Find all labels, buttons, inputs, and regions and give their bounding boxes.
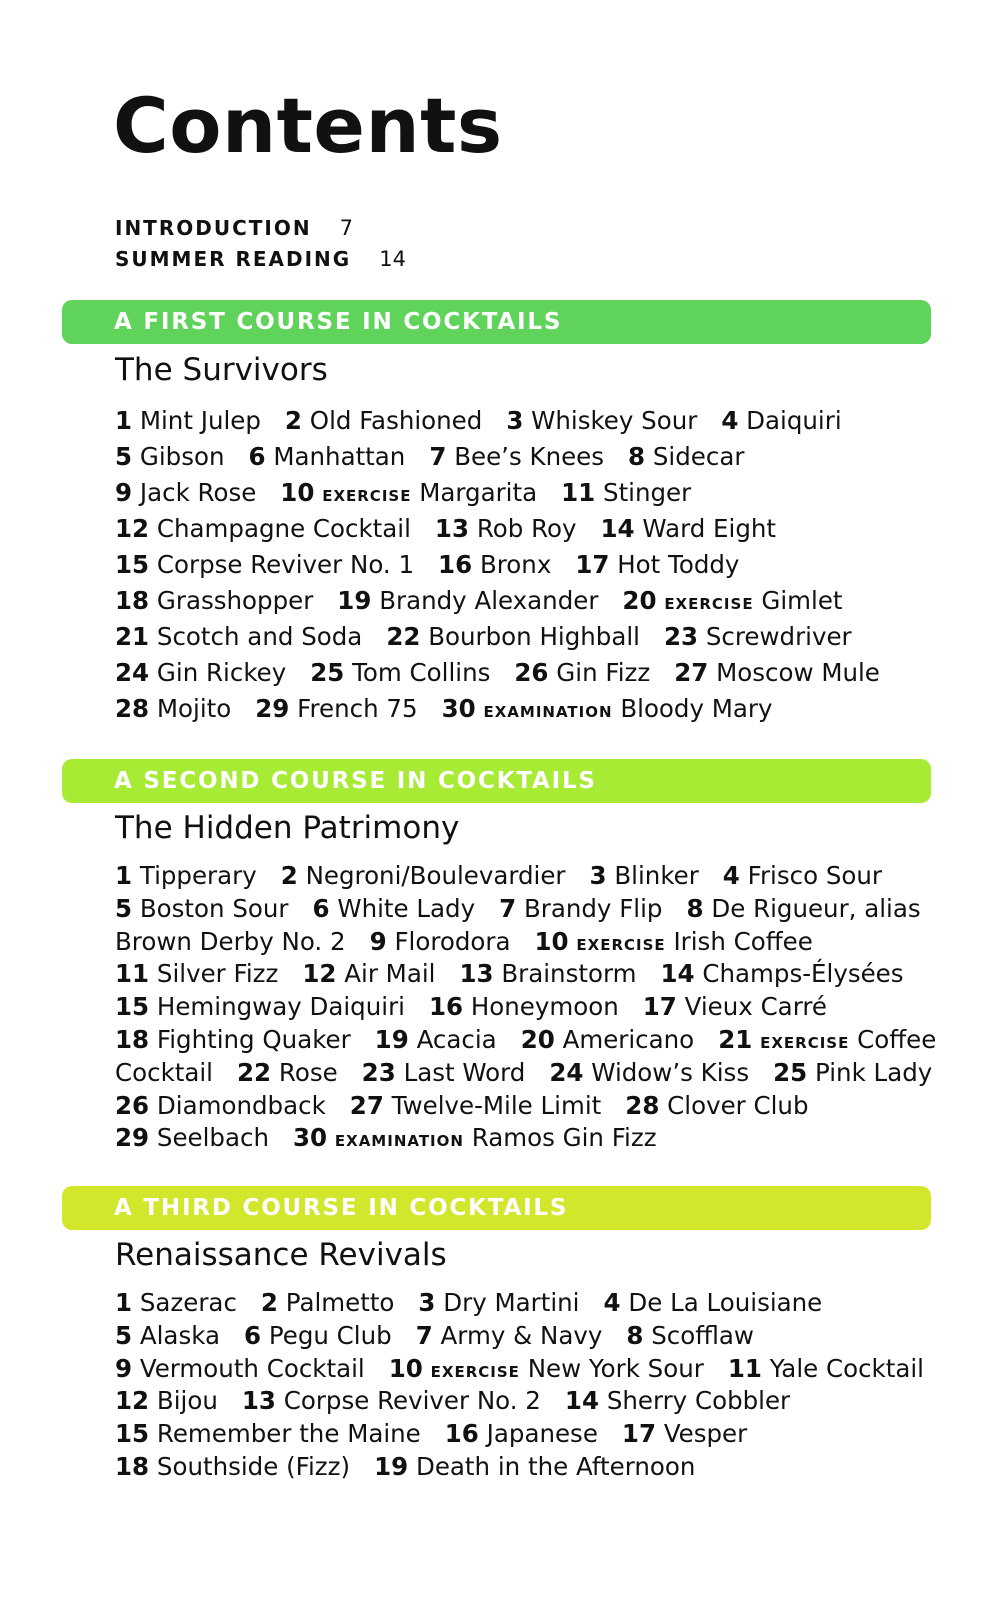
cocktail-entry[interactable] — [293, 1123, 657, 1152]
entry-number: 7 — [499, 893, 517, 923]
cocktail-name: Champagne Cocktail — [156, 514, 411, 543]
front-matter-item[interactable] — [115, 213, 406, 244]
cocktail-entry[interactable] — [561, 478, 691, 507]
entry-number: 22 — [386, 622, 421, 651]
entry-number: 18 — [115, 586, 150, 615]
entry-number: 4 — [721, 406, 739, 435]
cocktail-name: Army & Navy — [440, 1320, 603, 1350]
cocktail-name: Ward Eight — [642, 514, 777, 543]
section-heading-survivors: The Survivors — [115, 352, 328, 388]
cocktail-entry[interactable] — [389, 1354, 704, 1383]
cocktail-name: Mint Julep — [139, 406, 261, 435]
cocktail-entry[interactable] — [115, 658, 286, 687]
entry-tag: exercise — [430, 1357, 520, 1383]
cocktail-entry[interactable] — [728, 1354, 924, 1383]
cocktail-name: Brainstorm — [501, 959, 637, 989]
cocktail-entry[interactable] — [302, 959, 435, 988]
entry-number: 25 — [773, 1057, 808, 1087]
cocktail-entry[interactable] — [416, 1321, 603, 1350]
cocktail-entry[interactable] — [115, 1452, 350, 1481]
contents-line — [115, 1090, 960, 1123]
cocktail-entry[interactable] — [386, 622, 640, 651]
cocktail-name: Florodora — [394, 926, 511, 956]
entry-number: 27 — [349, 1090, 384, 1120]
entry-number: 28 — [115, 694, 150, 723]
entry-number: 18 — [115, 1451, 150, 1481]
entry-number: 9 — [369, 926, 387, 956]
contents-line — [115, 991, 960, 1024]
cocktail-entry[interactable] — [350, 1091, 602, 1120]
entry-number: 30 — [441, 694, 476, 723]
front-matter — [115, 213, 406, 275]
course-band-second: A SECOND COURSE IN COCKTAILS — [62, 759, 931, 803]
front-matter-label: INTRODUCTION — [115, 216, 312, 240]
cocktail-entry[interactable] — [565, 1386, 790, 1415]
cocktail-name: Stinger — [603, 478, 692, 507]
cocktail-entry[interactable] — [115, 861, 257, 890]
entry-number: 4 — [722, 861, 740, 890]
cocktail-entry[interactable] — [773, 1058, 932, 1087]
cocktail-name: Bourbon Highball — [428, 622, 640, 651]
entry-number: 11 — [727, 1353, 762, 1383]
cocktail-entry[interactable] — [280, 478, 537, 507]
cocktail-name: Death in the Afternoon — [415, 1451, 696, 1481]
entry-number: 30 — [292, 1123, 328, 1153]
cocktail-name: Dry Martini — [443, 1288, 580, 1317]
contents-line — [115, 583, 904, 619]
entry-number: 19 — [337, 586, 372, 615]
entry-number: 2 — [280, 861, 298, 890]
entry-number: 20 — [520, 1024, 555, 1054]
cocktail-entry[interactable] — [285, 406, 482, 435]
entry-number: 23 — [663, 622, 699, 651]
cocktail-entry[interactable] — [590, 861, 699, 890]
cocktail-entry[interactable] — [312, 894, 475, 923]
cocktail-entry[interactable] — [255, 694, 417, 723]
entry-number: 23 — [361, 1057, 396, 1087]
entry-number: 26 — [514, 658, 549, 687]
cocktail-name: Widow’s Kiss — [591, 1057, 750, 1087]
entry-number: 10 — [280, 478, 315, 507]
cocktail-entry[interactable] — [438, 550, 551, 579]
cocktail-entry[interactable] — [499, 894, 662, 923]
cocktail-name: Twelve-Mile Limit — [391, 1090, 602, 1120]
entry-number: 2 — [284, 406, 302, 435]
cocktail-entry[interactable] — [514, 658, 650, 687]
cocktail-name: Yale Cocktail — [769, 1353, 924, 1383]
entry-number: 13 — [241, 1386, 276, 1416]
cocktail-name: Gibson — [139, 442, 225, 471]
entry-number: 5 — [115, 1320, 133, 1350]
cocktail-name: Diamondback — [156, 1090, 326, 1120]
entry-number: 2 — [260, 1288, 278, 1317]
contents-line — [115, 547, 904, 583]
cocktail-name: Screwdriver — [705, 622, 852, 651]
cocktail-name: Scofflaw — [651, 1320, 754, 1350]
cocktail-entry[interactable] — [429, 992, 619, 1021]
entry-number: 9 — [115, 478, 133, 507]
cocktail-entry[interactable] — [601, 514, 777, 543]
course-band-third: A THIRD COURSE IN COCKTAILS — [62, 1186, 931, 1230]
cocktail-name: Last Word — [403, 1057, 526, 1087]
entry-number: 16 — [428, 992, 464, 1022]
cocktail-name: Mojito — [156, 694, 232, 723]
cocktail-name: Manhattan — [273, 442, 406, 471]
cocktail-name: Gimlet — [761, 586, 843, 615]
cocktail-name: Air Mail — [344, 959, 436, 989]
contents-line — [115, 1024, 960, 1057]
entry-number: 15 — [115, 550, 150, 579]
cocktail-entry[interactable] — [115, 622, 362, 651]
entry-number: 12 — [115, 514, 150, 543]
cocktail-entry[interactable] — [664, 622, 852, 651]
cocktail-entry[interactable] — [115, 1058, 213, 1087]
cocktail-entry[interactable] — [249, 442, 406, 471]
entry-number: 7 — [415, 1320, 433, 1350]
entry-number: 1 — [115, 1288, 133, 1317]
entry-tag: exercise — [760, 1028, 850, 1054]
entry-number: 6 — [243, 1320, 262, 1350]
entry-tag: exercise — [664, 590, 754, 615]
entry-number: 17 — [642, 992, 677, 1022]
entry-tag: examination — [483, 698, 613, 723]
cocktail-entry[interactable] — [115, 694, 231, 723]
cocktail-name: Bronx — [479, 550, 552, 579]
cocktail-entry[interactable] — [115, 1354, 365, 1383]
contents-line — [115, 1320, 948, 1353]
cocktail-name: White Lady — [337, 893, 476, 923]
entry-number: 16 — [438, 550, 473, 579]
entry-number: 13 — [459, 959, 494, 989]
cocktail-name: Fighting Quaker — [156, 1024, 351, 1054]
cocktail-name: Rose — [278, 1057, 338, 1087]
cocktail-entry[interactable] — [115, 1321, 220, 1350]
cocktail-entry[interactable] — [686, 894, 920, 923]
cocktail-name: Corpse Reviver No. 2 — [283, 1386, 541, 1416]
contents-line — [115, 403, 904, 439]
cocktail-name: New York Sour — [527, 1353, 704, 1383]
entry-number: 20 — [622, 586, 657, 615]
entry-number: 22 — [237, 1057, 272, 1087]
entry-number: 12 — [115, 1386, 150, 1416]
cocktail-name: Japanese — [486, 1419, 598, 1449]
cocktail-name: Bijou — [156, 1386, 218, 1416]
entry-number: 24 — [549, 1057, 584, 1087]
cocktail-entry[interactable] — [242, 1386, 541, 1415]
cocktail-entry[interactable] — [281, 861, 566, 890]
cocktail-name: Tom Collins — [352, 658, 491, 687]
entry-number: 17 — [621, 1419, 657, 1449]
entry-tag: examination — [334, 1127, 464, 1153]
entry-number: 24 — [115, 658, 150, 687]
cocktail-name: Pink Lady — [815, 1057, 933, 1087]
entry-number: 15 — [115, 992, 150, 1022]
cocktail-name: Southside (Fizz) — [156, 1451, 351, 1481]
entry-number: 3 — [589, 861, 607, 890]
cocktail-entry[interactable] — [435, 514, 577, 543]
entry-number: 3 — [418, 1288, 436, 1317]
entry-number: 21 — [115, 622, 150, 651]
cocktail-entry[interactable] — [115, 1288, 237, 1317]
entry-number: 13 — [434, 514, 470, 543]
cocktail-entry[interactable] — [115, 992, 405, 1021]
contents-line — [115, 1418, 948, 1451]
entry-number: 17 — [575, 550, 610, 579]
entry-number: 11 — [115, 959, 150, 989]
entry-number: 28 — [625, 1090, 660, 1120]
cocktail-entry[interactable] — [244, 1321, 392, 1350]
course-list-second — [115, 860, 960, 1155]
contents-line — [115, 1353, 948, 1386]
entry-number: 18 — [115, 1024, 150, 1054]
entry-number: 8 — [686, 893, 704, 923]
cocktail-name: Blinker — [614, 861, 699, 890]
cocktail-name: Vieux Carré — [684, 992, 827, 1022]
entry-tag: exercise — [576, 930, 666, 956]
cocktail-entry[interactable] — [115, 514, 411, 543]
cocktail-name: French 75 — [297, 694, 418, 723]
entry-number: 29 — [255, 694, 290, 723]
cocktail-name: Champs-Élysées — [702, 959, 904, 989]
cocktail-entry[interactable] — [506, 406, 697, 435]
entry-number: 26 — [115, 1090, 150, 1120]
cocktail-name: Corpse Reviver No. 1 — [156, 550, 415, 579]
section-heading-hidden-patrimony: The Hidden Patrimony — [115, 810, 460, 846]
cocktail-name: Sazerac — [139, 1288, 237, 1317]
cocktail-entry[interactable] — [622, 1419, 747, 1448]
cocktail-entry[interactable] — [575, 550, 739, 579]
cocktail-entry[interactable] — [370, 927, 511, 956]
cocktail-entry[interactable] — [429, 442, 604, 471]
entry-number: 14 — [600, 514, 635, 543]
cocktail-entry[interactable] — [721, 406, 841, 435]
cocktail-name: Hemingway Daiquiri — [156, 992, 405, 1022]
cocktail-entry[interactable] — [115, 1123, 269, 1152]
cocktail-name: Frisco Sour — [747, 861, 882, 890]
entry-number: 5 — [115, 442, 133, 471]
cocktail-entry[interactable] — [622, 586, 842, 615]
contents-line — [115, 655, 904, 691]
cocktail-name: Negroni/Boulevardier — [305, 861, 566, 890]
cocktail-entry[interactable] — [643, 992, 827, 1021]
cocktail-name: Seelbach — [156, 1123, 269, 1153]
cocktail-name: Ramos Gin Fizz — [471, 1123, 657, 1153]
cocktail-entry[interactable] — [237, 1058, 338, 1087]
entry-number: 15 — [115, 1419, 150, 1449]
contents-line — [115, 926, 960, 959]
cocktail-name: Grasshopper — [156, 586, 314, 615]
contents-line — [115, 1451, 948, 1484]
contents-line — [115, 958, 960, 991]
cocktail-entry[interactable] — [310, 658, 490, 687]
cocktail-name: Brown Derby No. 2 — [115, 926, 346, 956]
contents-line — [115, 860, 960, 893]
cocktail-name: De Rigueur, alias — [711, 893, 921, 923]
page-title: Contents — [113, 81, 503, 170]
cocktail-entry[interactable] — [723, 861, 882, 890]
cocktail-entry[interactable] — [115, 894, 288, 923]
contents-line — [115, 1122, 960, 1155]
front-matter-item[interactable] — [115, 244, 406, 275]
cocktail-name: Palmetto — [285, 1288, 395, 1317]
entry-number: 1 — [115, 406, 133, 435]
contents-line — [115, 439, 904, 475]
cocktail-name: Vesper — [663, 1419, 748, 1449]
contents-line — [115, 893, 960, 926]
cocktail-entry[interactable] — [603, 1288, 822, 1317]
cocktail-entry[interactable] — [445, 1419, 598, 1448]
cocktail-name: Americano — [562, 1024, 695, 1054]
entry-number: 12 — [302, 959, 337, 989]
cocktail-entry[interactable] — [375, 1025, 497, 1054]
cocktail-entry[interactable] — [718, 1025, 936, 1054]
cocktail-name: Hot Toddy — [617, 550, 740, 579]
course-list-first — [115, 403, 904, 727]
cocktail-name: Cocktail — [115, 1057, 213, 1087]
entry-number: 25 — [310, 658, 345, 687]
cocktail-name: Clover Club — [667, 1090, 809, 1120]
contents-line — [115, 1287, 948, 1320]
cocktail-entry[interactable] — [549, 1058, 749, 1087]
cocktail-name: Margarita — [419, 478, 538, 507]
cocktail-entry[interactable] — [521, 1025, 695, 1054]
page-number: 14 — [379, 247, 406, 271]
cocktail-name: Pegu Club — [268, 1320, 392, 1350]
entry-number: 3 — [506, 406, 524, 435]
entry-number: 6 — [248, 442, 266, 471]
entry-number: 6 — [312, 893, 330, 923]
cocktail-entry[interactable] — [660, 959, 903, 988]
cocktail-name: Vermouth Cocktail — [139, 1353, 365, 1383]
contents-line — [115, 1385, 948, 1418]
cocktail-name: Tipperary — [139, 861, 257, 890]
cocktail-entry[interactable] — [374, 1452, 695, 1481]
entry-number: 14 — [564, 1386, 600, 1416]
page-number: 7 — [339, 216, 353, 240]
entry-number: 1 — [115, 861, 133, 890]
cocktail-entry[interactable] — [115, 1419, 421, 1448]
contents-line — [115, 511, 904, 547]
cocktail-entry[interactable] — [628, 442, 744, 471]
section-heading-renaissance-revivals: Renaissance Revivals — [115, 1237, 447, 1273]
cocktail-entry[interactable] — [442, 694, 773, 723]
cocktail-name: Bee’s Knees — [454, 442, 605, 471]
cocktail-entry[interactable] — [115, 1025, 351, 1054]
entry-number: 16 — [444, 1419, 479, 1449]
cocktail-name: Brandy Alexander — [379, 586, 599, 615]
entry-number: 9 — [115, 1353, 133, 1383]
entry-number: 19 — [374, 1451, 409, 1481]
cocktail-entry[interactable] — [115, 927, 346, 956]
cocktail-name: Daiquiri — [746, 406, 842, 435]
cocktail-name: Bloody Mary — [620, 694, 773, 723]
cocktail-name: Brandy Flip — [523, 893, 663, 923]
course-band-first: A FIRST COURSE IN COCKTAILS — [62, 300, 931, 344]
entry-number: 4 — [603, 1288, 621, 1317]
contents-line — [115, 475, 904, 511]
cocktail-name: Jack Rose — [139, 478, 257, 507]
entry-number: 8 — [628, 442, 646, 471]
entry-number: 10 — [388, 1353, 423, 1383]
cocktail-entry[interactable] — [418, 1288, 579, 1317]
cocktail-entry[interactable] — [535, 927, 813, 956]
cocktail-entry[interactable] — [115, 442, 225, 471]
cocktail-entry[interactable] — [115, 1386, 218, 1415]
cocktail-entry[interactable] — [459, 959, 636, 988]
cocktail-entry[interactable] — [261, 1288, 395, 1317]
entry-tag: exercise — [322, 482, 412, 507]
cocktail-entry[interactable] — [337, 586, 598, 615]
cocktail-entry[interactable] — [674, 658, 880, 687]
cocktail-name: Alaska — [139, 1320, 220, 1350]
cocktail-name: Whiskey Sour — [531, 406, 698, 435]
cocktail-entry[interactable] — [626, 1321, 754, 1350]
cocktail-entry[interactable] — [115, 406, 261, 435]
cocktail-name: Sherry Cobbler — [606, 1386, 791, 1416]
contents-line — [115, 619, 904, 655]
cocktail-entry[interactable] — [115, 550, 414, 579]
entry-number: 8 — [626, 1320, 644, 1350]
cocktail-entry[interactable] — [115, 586, 313, 615]
cocktail-entry[interactable] — [115, 478, 256, 507]
contents-line — [115, 691, 904, 727]
cocktail-name: De La Louisiane — [628, 1288, 823, 1317]
course-list-third — [115, 1287, 948, 1484]
entry-number: 7 — [429, 442, 447, 471]
entry-number: 29 — [115, 1123, 150, 1153]
entry-number: 5 — [115, 893, 133, 923]
cocktail-name: Moscow Mule — [716, 658, 880, 687]
cocktail-entry[interactable] — [115, 959, 278, 988]
cocktail-name: Coffee — [857, 1024, 937, 1054]
cocktail-name: Boston Sour — [139, 893, 289, 923]
cocktail-entry[interactable] — [625, 1091, 808, 1120]
cocktail-name: Silver Fizz — [156, 959, 279, 989]
cocktail-name: Honeymoon — [470, 992, 619, 1022]
contents-line — [115, 1057, 960, 1090]
entry-number: 14 — [660, 959, 695, 989]
front-matter-label: SUMMER READING — [115, 247, 352, 271]
cocktail-name: Scotch and Soda — [156, 622, 363, 651]
cocktail-name: Gin Fizz — [556, 658, 651, 687]
cocktail-name: Irish Coffee — [673, 926, 813, 956]
entry-number: 27 — [674, 658, 709, 687]
entry-number: 11 — [561, 478, 596, 507]
cocktail-entry[interactable] — [362, 1058, 526, 1087]
cocktail-name: Sidecar — [652, 442, 745, 471]
cocktail-name: Old Fashioned — [309, 406, 483, 435]
entry-number: 21 — [718, 1024, 753, 1054]
cocktail-entry[interactable] — [115, 1091, 326, 1120]
cocktail-name: Acacia — [416, 1024, 497, 1054]
cocktail-name: Gin Rickey — [156, 658, 287, 687]
cocktail-name: Remember the Maine — [156, 1419, 421, 1449]
entry-number: 19 — [374, 1024, 409, 1054]
cocktail-name: Rob Roy — [476, 514, 577, 543]
entry-number: 10 — [534, 926, 569, 956]
